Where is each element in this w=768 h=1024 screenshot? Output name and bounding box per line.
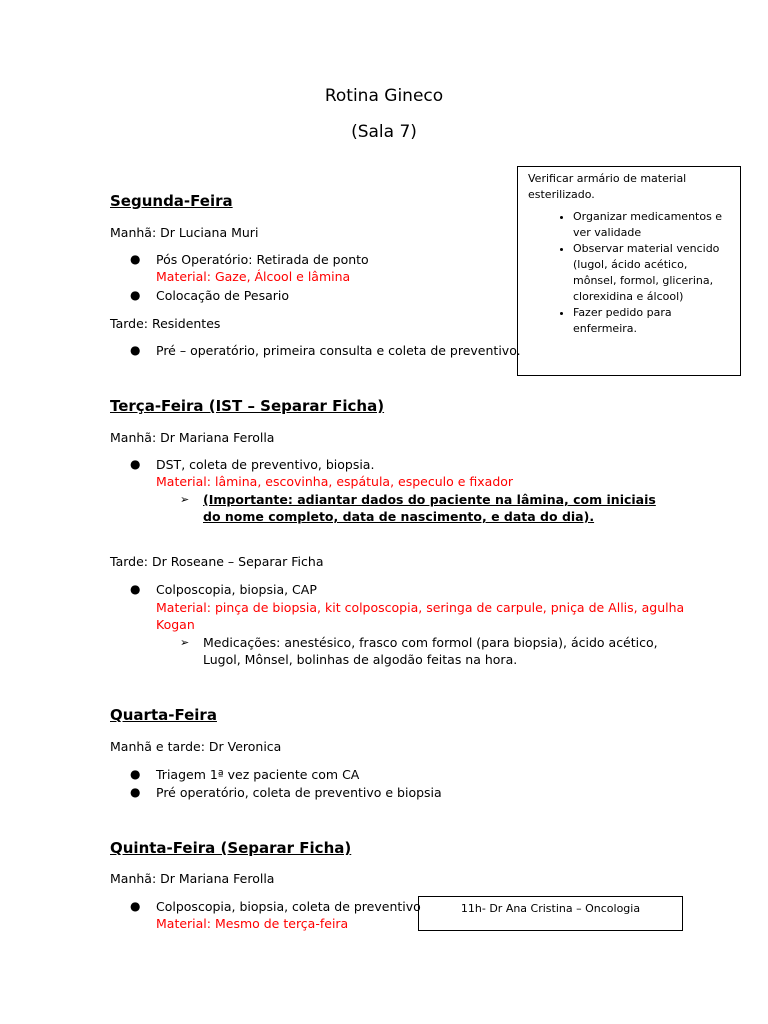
- note-item: • Fazer pedido para enfermeira.: [573, 305, 732, 337]
- bullet-icon: ●: [130, 767, 141, 781]
- material-text: Material: pinça de biopsia, kit colposcopia, seringa de carpule, pniça de Allis, agulha: [156, 600, 685, 615]
- material-text: Material: lâmina, escovinha, espátula, especulo e fixador: [156, 474, 514, 489]
- wednesday-shift: Manhã e tarde: Dr Veronica: [110, 739, 282, 754]
- tuesday-morning: Manhã: Dr Mariana Ferolla: [110, 430, 275, 445]
- material-text: Material: Mesmo de terça-feira: [156, 916, 349, 931]
- tuesday-heading: Terça-Feira (IST – Separar Ficha): [110, 397, 385, 415]
- bullet-icon: ●: [130, 457, 141, 471]
- bullet-icon: ●: [130, 785, 141, 799]
- page-subtitle: (Sala 7): [351, 122, 417, 142]
- oncology-box: 11h- Dr Ana Cristina – Oncologia: [418, 896, 683, 931]
- page-title: Rotina Gineco: [324, 86, 444, 106]
- monday-heading: Segunda-Feira: [110, 192, 233, 210]
- bullet-icon: ●: [130, 288, 141, 302]
- material-text: Kogan: [156, 617, 195, 632]
- thursday-morning: Manhã: Dr Mariana Ferolla: [110, 871, 275, 886]
- note-item: • Observar material vencido (lugol, ácido acético, mônsel, formol, glicerina, clorexidina e álcool): [573, 241, 732, 305]
- arrow-right-icon: ➢: [180, 493, 190, 506]
- bullet-icon: ●: [130, 899, 141, 913]
- bullet-icon: ●: [130, 582, 141, 596]
- thursday-heading: Quinta-Feira (Separar Ficha): [110, 839, 352, 857]
- tuesday-afternoon: Tarde: Dr Roseane – Separar Ficha: [110, 554, 324, 569]
- material-text: Material: Gaze, Álcool e lâmina: [156, 269, 351, 284]
- note-list: [528, 209, 732, 337]
- bullet-icon: ●: [130, 343, 141, 357]
- note-item: • Organizar medicamentos e ver validade: [573, 209, 732, 241]
- note-intro: Verificar armário de material esterilizado.: [528, 172, 687, 201]
- monday-morning: Manhã: Dr Luciana Muri: [110, 225, 259, 240]
- bullet-icon: ●: [130, 252, 141, 266]
- note-box: [517, 166, 741, 376]
- monday-afternoon: Tarde: Residentes: [110, 316, 221, 331]
- arrow-right-icon: ➢: [180, 636, 190, 649]
- wednesday-heading: Quarta-Feira: [110, 706, 217, 724]
